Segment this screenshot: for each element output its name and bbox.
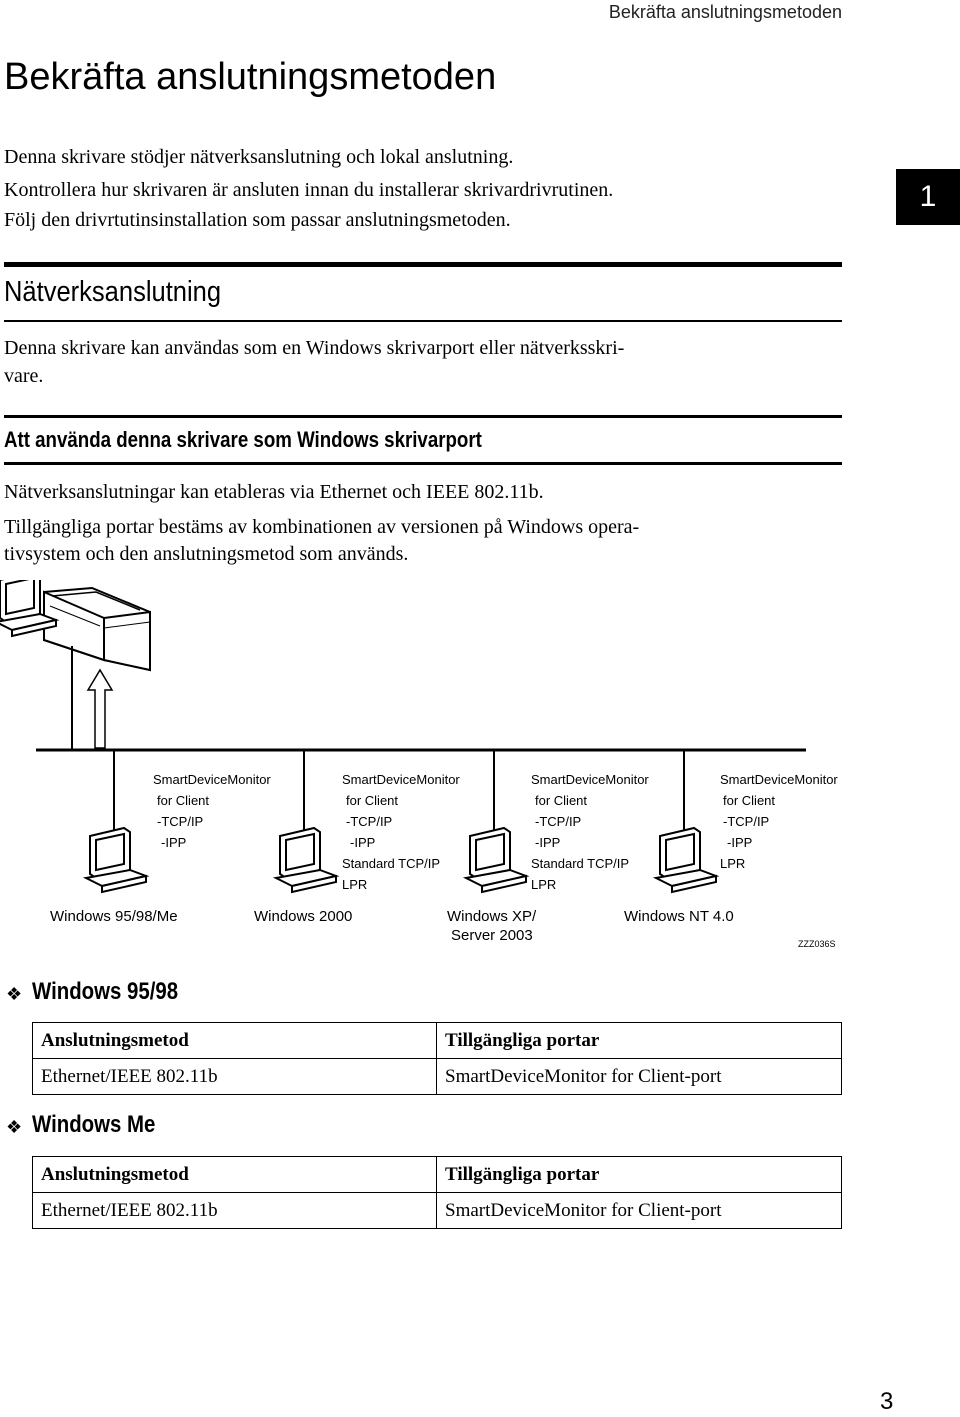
computer-icon-2: [276, 828, 336, 892]
client-3-line-6: LPR: [531, 877, 557, 892]
intro-line-2: Kontrollera hur skrivaren är ansluten innan du installerar skrivardrivrutinen.: [4, 179, 614, 201]
cell-port: SmartDeviceMonitor for Client-port: [437, 1059, 842, 1095]
client-1-line-2: for Client: [157, 793, 210, 808]
client-3-line-4: -IPP: [535, 835, 561, 850]
os-label-1: Windows 95/98/Me: [50, 908, 178, 925]
os-label-2: Windows 2000: [254, 908, 353, 925]
client-2-labels: [342, 772, 460, 892]
table-header-row: [33, 1023, 842, 1059]
running-header: Bekräfta anslutningsmetoden: [608, 2, 842, 22]
client-3-line-1: SmartDeviceMonitor: [531, 772, 649, 787]
chapter-tab: 1: [896, 169, 960, 225]
network-diagram: [0, 580, 960, 970]
header-cell-ports: Tillgängliga portar: [437, 1157, 842, 1193]
client-1-line-1: SmartDeviceMonitor: [153, 772, 271, 787]
client-4-line-2: for Client: [723, 793, 776, 808]
os-label-3: Windows XP/: [447, 908, 537, 925]
intro-line-3: Följ den drivrtutinsinstallation som passar anslutningsmetoden.: [4, 209, 511, 231]
windows-port-para-2-line-1: Tillgängliga portar bestäms av kombinationen av versionen på Windows opera-: [4, 516, 640, 538]
ports-table-windows-me: [32, 1156, 842, 1229]
client-4-line-3: -TCP/IP: [723, 814, 770, 829]
client-2-line-1: SmartDeviceMonitor: [342, 772, 460, 787]
client-2-line-2: for Client: [346, 793, 399, 808]
client-1-labels: [153, 772, 271, 850]
client-2-line-6: LPR: [342, 877, 368, 892]
os-label-4: Windows NT 4.0: [624, 908, 734, 925]
header-cell-method: Anslutningsmetod: [33, 1023, 437, 1059]
client-3-line-3: -TCP/IP: [535, 814, 582, 829]
subsection-heading: Att använda denna skrivare som Windows skrivarport: [4, 427, 482, 452]
computer-icon-4: [656, 828, 716, 892]
computer-icon-1: [86, 828, 146, 892]
client-3-line-2: for Client: [535, 793, 588, 808]
subsection-rule: [4, 415, 842, 418]
client-4-line-4: -IPP: [727, 835, 753, 850]
upload-arrow: [88, 670, 112, 748]
subheading-windows-me: Windows Me: [32, 1111, 156, 1138]
figure-code: ZZZ036S: [798, 939, 836, 949]
table-row: [33, 1059, 842, 1095]
intro-line-1: Denna skrivare stödjer nätverksanslutning och lokal anslutning.: [4, 146, 514, 168]
computer-icon-3: [466, 828, 526, 892]
client-2-line-3: -TCP/IP: [346, 814, 393, 829]
client-4-labels: [720, 772, 838, 871]
os-label-3-line-2: Server 2003: [451, 927, 533, 944]
client-4-line-1: SmartDeviceMonitor: [720, 772, 838, 787]
section-rule: [4, 262, 842, 267]
printer-icon: [44, 588, 150, 670]
diamond-bullet-icon: ❖: [6, 1117, 23, 1137]
client-2-line-4: -IPP: [350, 835, 376, 850]
cell-method: Ethernet/IEEE 802.11b: [33, 1193, 437, 1229]
table-header-row: [33, 1157, 842, 1193]
client-1-line-4: -IPP: [161, 835, 187, 850]
client-2-line-5: Standard TCP/IP: [342, 856, 441, 871]
client-4-line-5: LPR: [720, 856, 746, 871]
diamond-bullet-icon: ❖: [6, 984, 23, 1004]
page-title: Bekräfta anslutningsmetoden: [4, 56, 497, 98]
ports-table-windows-95-98: [32, 1022, 842, 1095]
client-3-labels: [531, 772, 649, 892]
header-cell-method: Anslutningsmetod: [33, 1157, 437, 1193]
table-row: [33, 1193, 842, 1229]
header-cell-ports: Tillgängliga portar: [437, 1023, 842, 1059]
windows-port-para-2-line-2: tivsystem och den anslutningsmetod som används.: [4, 543, 409, 565]
cell-method: Ethernet/IEEE 802.11b: [33, 1059, 437, 1095]
page-number: 3: [880, 1388, 894, 1415]
subsection-underline: [4, 462, 842, 465]
cell-port: SmartDeviceMonitor for Client-port: [437, 1193, 842, 1229]
windows-port-para-1: Nätverksanslutningar kan etableras via Ethernet och IEEE 802.11b.: [4, 481, 544, 503]
network-para-line-2: vare.: [4, 365, 44, 387]
section-heading-network: Nätverksanslutning: [4, 276, 222, 308]
section-underline: [4, 320, 842, 322]
client-3-line-5: Standard TCP/IP: [531, 856, 630, 871]
network-para-line-1: Denna skrivare kan användas som en Windows skrivarport eller nätverksskri-: [4, 337, 625, 359]
client-1-line-3: -TCP/IP: [157, 814, 204, 829]
subheading-windows-95-98: Windows 95/98: [32, 978, 179, 1005]
